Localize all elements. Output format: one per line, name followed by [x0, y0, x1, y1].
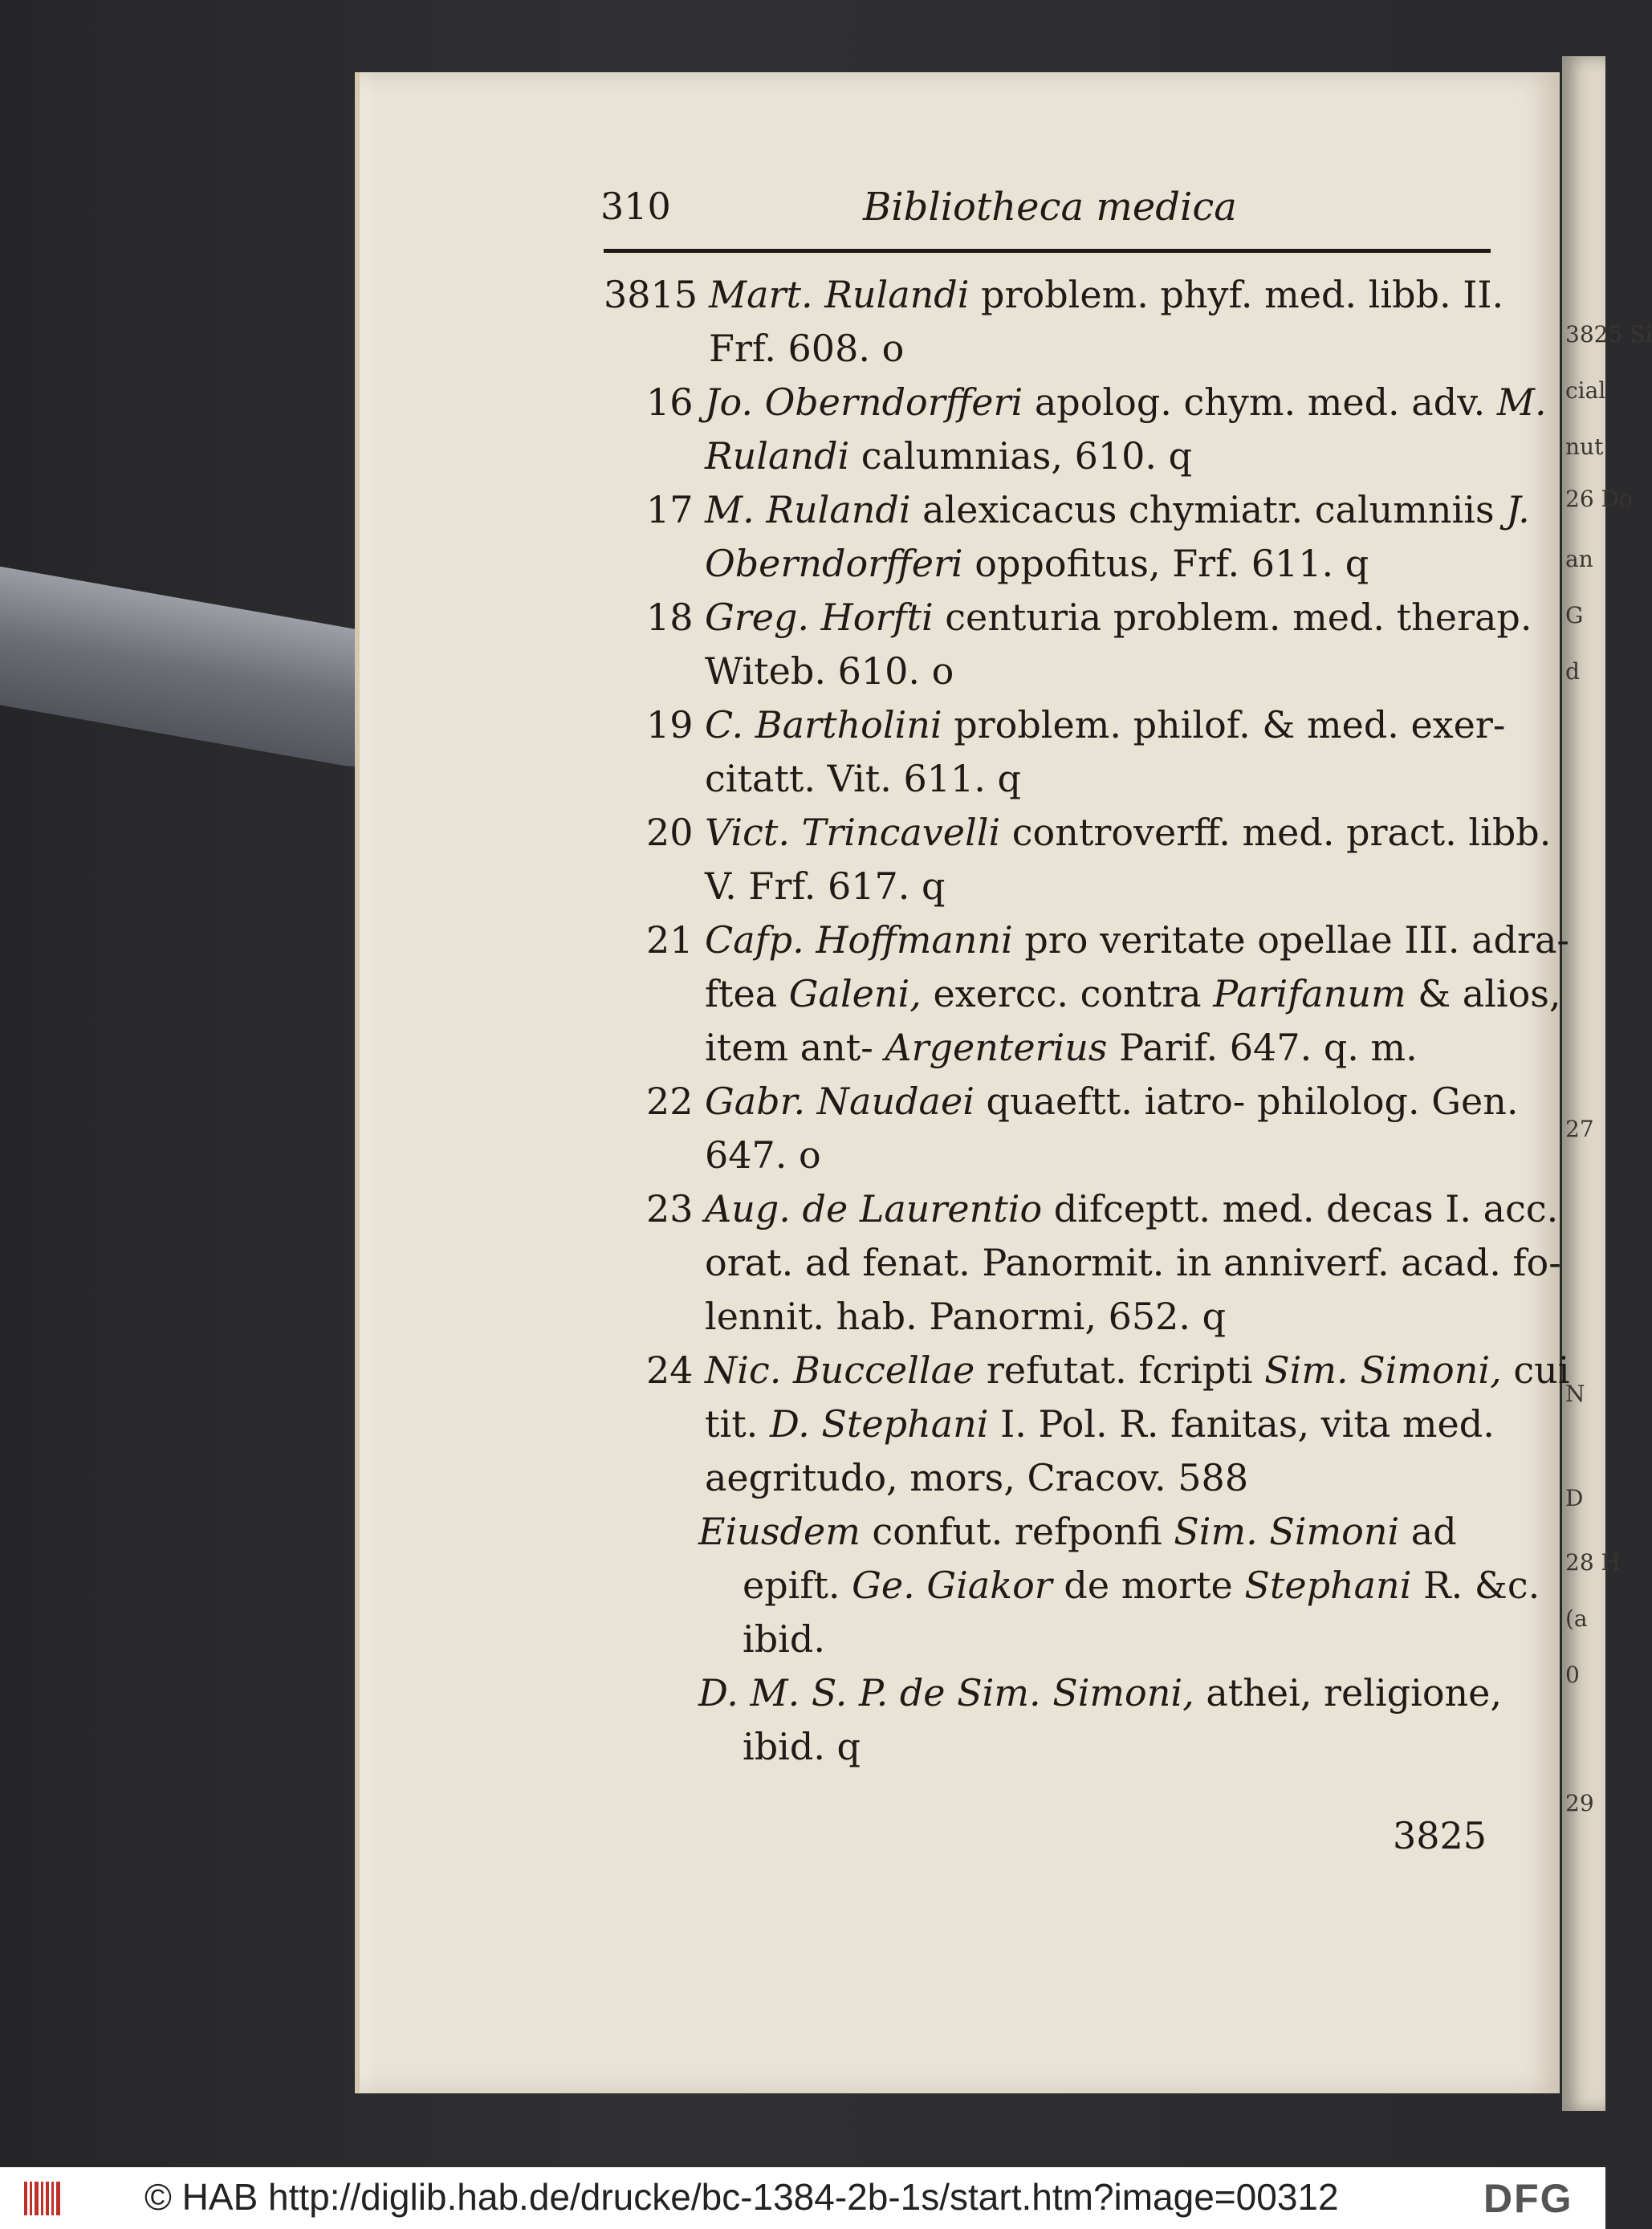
text-segment: apolog. chym. med. adv. [1023, 380, 1497, 424]
text-segment: ibid. [743, 1617, 825, 1661]
text-segment: calumnias, 610. q [849, 434, 1193, 478]
text-segment: ad [1399, 1510, 1457, 1553]
entry-line [705, 596, 1532, 639]
entry-line [705, 1187, 1558, 1230]
text-segment: Frf. 608. o [709, 327, 905, 370]
text-segment: difceptt. med. decas I. acc. [1042, 1187, 1559, 1230]
entry-line [705, 1241, 1561, 1284]
italic-name-segment: J. [1506, 488, 1530, 531]
entry-number: 16 [646, 380, 694, 424]
italic-name-segment: Eiusdem [698, 1510, 861, 1553]
italic-name-segment: Stephani [1244, 1564, 1412, 1607]
text-segment: epift. [743, 1564, 852, 1607]
entry-line [705, 864, 945, 908]
running-head [863, 185, 1237, 230]
sub-entry-line [698, 1510, 1457, 1553]
italic-name-segment: C. Bartholini [705, 703, 942, 746]
entry-line [705, 1295, 1226, 1338]
text-segment: 647. o [705, 1133, 821, 1177]
italic-name-segment: Oberndorfferi [705, 542, 963, 585]
entry-line [705, 434, 1192, 478]
next-page-fragment: 29 [1565, 1790, 1594, 1816]
entry-line [705, 1080, 1518, 1123]
text-segment: confut. refponfi [860, 1510, 1174, 1553]
entry-line [705, 380, 1547, 424]
text-segment: quaeftt. iatro- philolog. Gen. [974, 1080, 1519, 1123]
next-page-fragment: N [1565, 1381, 1585, 1407]
next-page-fragment: D [1565, 1485, 1584, 1511]
next-page-fragment: 0 [1565, 1662, 1580, 1688]
entry-number: 20 [646, 811, 694, 854]
entry-line [705, 918, 1569, 962]
italic-name-segment: Argenterius [885, 1026, 1108, 1069]
entry-line [705, 1026, 1418, 1069]
entry-line [705, 703, 1505, 746]
entry-number: 24 [646, 1348, 694, 1392]
entry-number: 19 [646, 703, 694, 746]
next-page-fragment: cial [1565, 377, 1606, 404]
sub-entry-line [743, 1564, 1540, 1607]
next-page-edge [1562, 56, 1652, 2111]
sub-entry-line [743, 1725, 861, 1768]
entry-number: 22 [646, 1080, 694, 1123]
text-segment: problem. philof. & med. exer- [942, 703, 1506, 746]
text-segment: cui [1501, 1348, 1570, 1392]
italic-name-segment: D. Stephani [769, 1402, 989, 1446]
sub-entry-line [698, 1671, 1502, 1714]
entry-number: 23 [646, 1187, 694, 1230]
entry-line [709, 273, 1503, 316]
entry-line [705, 488, 1530, 531]
entry-number: 21 [646, 918, 694, 962]
text-segment: de morte [1052, 1564, 1245, 1607]
text-segment: pro veritate opellae III. adra- [1012, 918, 1569, 962]
text-segment: I. Pol. R. fanitas, vita med. [988, 1402, 1495, 1446]
entry-line [705, 1133, 821, 1177]
italic-name-segment: Vict. Trincavelli [705, 811, 1001, 854]
next-page-fragment: 3825 Si [1565, 321, 1652, 348]
text-segment: ibid. q [743, 1725, 861, 1768]
italic-name-segment: M. Rulandi [705, 488, 911, 531]
next-page-fragment: 26 Do [1565, 486, 1633, 512]
next-page-fragment: an [1565, 546, 1593, 572]
italic-name-segment: Galeni, [788, 972, 922, 1015]
italic-name-segment: Rulandi [705, 434, 850, 478]
italic-name-segment: Ge. Giakor [852, 1564, 1052, 1607]
text-segment: alexicacus chymiatr. calumniis [910, 488, 1507, 531]
text-segment: controverff. med. pract. libb. [1000, 811, 1552, 854]
footer-bar [0, 2167, 1605, 2229]
italic-name-segment: Mart. Rulandi [709, 273, 970, 316]
italic-name-segment: Aug. de Laurentio [705, 1187, 1043, 1230]
text-segment: V. Frf. 617. q [705, 864, 946, 908]
text-segment: item ant- [705, 1026, 885, 1069]
entry-number: 17 [646, 488, 694, 531]
text-segment: R. &c. [1411, 1564, 1540, 1607]
running-head-text: Bibliotheca medica [863, 185, 1237, 230]
entry-number: 3815 [604, 273, 698, 316]
next-page-fragment: G [1565, 602, 1584, 628]
sub-entry-line [743, 1617, 825, 1661]
italic-name-segment: Greg. Horfti [705, 596, 934, 639]
dfg-logo: DFG [1483, 2176, 1573, 2221]
italic-name-segment: D. M. S. P. de Sim. Simoni, [698, 1671, 1194, 1714]
entry-line [705, 1348, 1569, 1392]
entry-line [705, 1402, 1495, 1446]
italic-name-segment: Sim. Simoni [1174, 1510, 1400, 1553]
italic-name-segment: M. [1496, 380, 1547, 424]
next-page-fragment: 28 H [1565, 1549, 1621, 1576]
catchword: 3825 [1393, 1814, 1487, 1857]
entry-line [705, 811, 1551, 854]
text-segment: & alios, [1406, 972, 1561, 1015]
barcode-icon [24, 2182, 63, 2215]
entry-number: 18 [646, 596, 694, 639]
text-segment: citatt. Vit. 611. q [705, 757, 1021, 800]
entry-line [705, 649, 954, 693]
text-segment: athei, religione, [1194, 1671, 1502, 1714]
text-segment: tit. [705, 1402, 770, 1446]
text-segment: Witeb. 610. o [705, 649, 954, 693]
italic-name-segment: Nic. Buccellae [705, 1348, 975, 1392]
text-segment: aegritudo, mors, Cracov. 588 [705, 1456, 1249, 1499]
next-page-fragment: d [1565, 658, 1580, 685]
text-segment: centuria problem. med. therap. [933, 596, 1532, 639]
text-segment: lennit. hab. Panormi, 652. q [705, 1295, 1227, 1338]
entry-line [705, 972, 1561, 1015]
header-rule [604, 249, 1491, 253]
page-number: 310 [600, 185, 671, 228]
text-segment: problem. phyf. med. libb. II. [969, 273, 1504, 316]
entry-line [709, 327, 904, 370]
italic-name-segment: Parifanum [1213, 972, 1406, 1015]
text-segment: oppofitus, Frf. 611. q [962, 542, 1369, 585]
next-page-fragment: 27 [1565, 1116, 1594, 1142]
italic-name-segment: Cafp. Hoffmanni [705, 918, 1013, 962]
italic-name-segment: Gabr. Naudaei [705, 1080, 975, 1123]
entry-line [705, 1456, 1248, 1499]
italic-name-segment: Jo. Oberndorfferi [705, 380, 1023, 424]
next-page-fragment: nut [1565, 433, 1604, 460]
copyright-url-link[interactable]: © HAB http://diglib.hab.de/drucke/bc-1384-2b-1s/start.htm?image=00312 [144, 2176, 1339, 2218]
entry-line [705, 757, 1021, 800]
italic-name-segment: Sim. Simoni, [1264, 1348, 1502, 1392]
next-page-fragment: (a [1565, 1605, 1588, 1632]
text-segment: exercc. contra [921, 972, 1214, 1015]
text-segment: refutat. fcripti [975, 1348, 1265, 1392]
entry-line [705, 542, 1369, 585]
text-segment: Parif. 647. q. m. [1107, 1026, 1418, 1069]
text-segment: ftea [705, 972, 789, 1015]
text-segment: orat. ad fenat. Panormit. in anniverf. acad. fo- [705, 1241, 1561, 1284]
